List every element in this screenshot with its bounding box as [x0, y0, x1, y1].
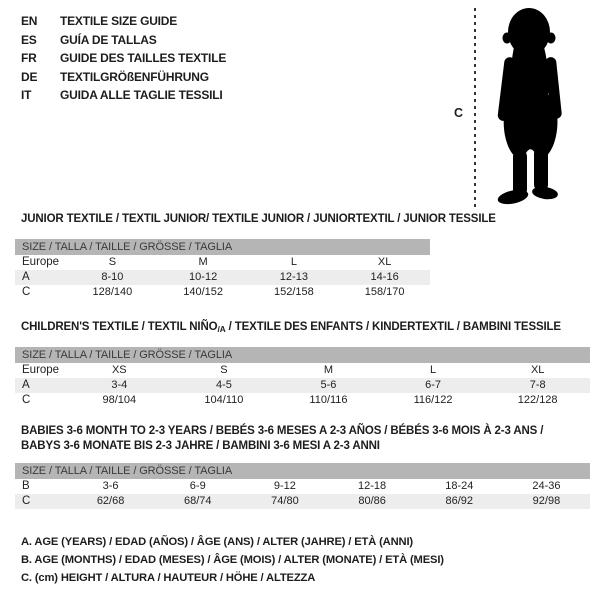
size-cell: 128/140	[92, 286, 133, 298]
title-text: CHILDREN'S TEXTILE / TEXTIL NIÑO	[21, 321, 218, 333]
table-row-a	[15, 378, 590, 393]
language-code: EN	[21, 14, 38, 29]
size-cell: 68/74	[183, 495, 212, 507]
language-row-it	[21, 86, 226, 105]
table-title-line	[21, 424, 590, 439]
children-size-table	[15, 320, 590, 408]
size-cell: 8-10	[101, 271, 124, 283]
language-code: IT	[21, 88, 32, 103]
size-cell: 140/152	[183, 286, 223, 298]
size-cell: L	[430, 364, 437, 376]
size-cell: 122/128	[517, 394, 558, 406]
row-label: Europe	[22, 256, 60, 268]
table-title-line	[21, 320, 590, 335]
size-cell: L	[290, 256, 297, 268]
language-row-es	[21, 31, 226, 50]
babies-size-table	[15, 424, 590, 509]
table-title-line	[21, 212, 496, 227]
size-cell: 3-6	[102, 480, 119, 492]
table-title-children	[15, 320, 590, 335]
row-label: A	[22, 271, 30, 283]
size-cell: 152/158	[273, 286, 314, 298]
legend-line: A. AGE (YEARS) / EDAD (AÑOS) / ÂGE (ANS) / ALTER (JAHRE) / ETÀ (ANNI)	[21, 536, 413, 548]
language-list	[21, 12, 226, 105]
row-label: B	[22, 480, 30, 492]
size-header-bar: SIZE / TALLA / TAILLE / GRÖSSE / TAGLIA	[15, 463, 590, 479]
row-label: A	[22, 379, 30, 391]
table-row-c	[15, 393, 590, 408]
size-cell: 80/86	[358, 495, 386, 507]
table-row-europe	[15, 255, 430, 270]
size-header-bar: SIZE / TALLA / TAILLE / GRÖSSE / TAGLIA	[15, 347, 590, 363]
size-cell: M	[198, 256, 208, 268]
title-text: JUNIOR TEXTILE / TEXTIL JUNIOR/ TEXTILE JUNIOR / JUNIORTEXTIL / JUNIOR TESSILE	[21, 213, 496, 225]
size-cell: 5-6	[320, 379, 337, 391]
row-label: Europe	[22, 364, 60, 376]
legend-line: B. AGE (MONTHS) / EDAD (MESES) / ÂGE (MOIS) / ALTER (MONATE) / ETÀ (MESI)	[21, 553, 444, 566]
language-code: DE	[21, 69, 38, 84]
table-row-europe	[15, 363, 590, 378]
size-cell: 98/104	[102, 394, 137, 406]
size-cell: 6-7	[425, 379, 442, 391]
row-label: C	[22, 394, 31, 406]
legend	[21, 534, 444, 587]
table-row-a	[15, 270, 430, 285]
table-title-line	[21, 439, 590, 454]
language-title: TEXTILE SIZE GUIDE	[60, 14, 178, 29]
size-cell: XL	[377, 256, 392, 268]
row-label: C	[22, 495, 31, 507]
language-code: ES	[21, 32, 37, 47]
size-cell: S	[220, 364, 228, 376]
size-cell: 116/122	[413, 394, 453, 406]
size-header-bar: SIZE / TALLA / TAILLE / GRÖSSE / TAGLIA	[15, 239, 430, 255]
table-row-c	[15, 285, 430, 300]
size-cell: 10-12	[189, 271, 218, 283]
row-label: C	[22, 286, 31, 298]
size-cell: 158/170	[364, 286, 405, 298]
legend-line: C. (cm) HEIGHT / ALTURA / HAUTEUR / HÖHE / ALTEZZA	[21, 571, 316, 584]
size-cell: 110/116	[309, 394, 348, 406]
language-code: FR	[21, 51, 37, 66]
size-cell: 14-16	[370, 271, 399, 283]
size-cell: XS	[111, 364, 127, 376]
junior-size-table	[15, 212, 496, 300]
size-cell: 7-8	[529, 379, 546, 391]
language-title: GUIDA ALLE TAGLIE TESSILI	[60, 88, 223, 103]
table-row-b	[15, 479, 590, 494]
language-title: TEXTILGRÖßENFÜHRUNG	[60, 69, 209, 84]
size-cell: M	[323, 364, 334, 376]
language-row-en	[21, 12, 226, 31]
size-cell: 104/110	[204, 394, 244, 406]
title-text: BABYS 3-6 MONATE BIS 2-3 JAHRE / BAMBINI 3-6 MESI A 2-3 ANNI	[21, 440, 380, 452]
language-title: GUIDE DES TAILLES TEXTILE	[60, 51, 227, 66]
size-cell: 6-9	[189, 480, 206, 492]
size-cell: 4-5	[215, 379, 232, 391]
size-cell: 92/98	[532, 495, 561, 507]
size-cell: 3-4	[111, 379, 128, 391]
title-subscript: /A	[217, 324, 226, 334]
size-cell: 12-18	[358, 480, 387, 492]
size-cell: 62/68	[96, 495, 125, 507]
title-text: / TEXTILE DES ENFANTS / KINDERTEXTIL / BAMBINI TESSILE	[225, 321, 561, 333]
size-cell: 74/80	[271, 495, 299, 507]
size-cell: 18-24	[445, 480, 474, 492]
height-measure-dashed-line	[474, 8, 476, 208]
title-text: BABIES 3-6 MONTH TO 2-3 YEARS / BEBÉS 3-6 MESES A 2-3 AÑOS / BÉBÉS 3-6 MOIS À 2-3 ANS /	[21, 425, 544, 437]
language-row-fr	[21, 49, 226, 68]
size-cell: 12-13	[279, 271, 308, 283]
table-row-c	[15, 494, 590, 509]
toddler-silhouette-icon	[484, 5, 576, 209]
table-title-babies	[15, 424, 590, 454]
height-measure-label: C	[454, 106, 464, 120]
size-cell: XL	[530, 364, 545, 376]
size-cell: S	[108, 256, 117, 268]
language-row-de	[21, 68, 226, 87]
size-cell: 24-36	[532, 480, 561, 492]
table-title-junior	[15, 212, 496, 227]
size-cell: 9-12	[273, 480, 296, 492]
language-title: GUÍA DE TALLAS	[60, 32, 157, 47]
size-cell: 86/92	[445, 495, 474, 507]
